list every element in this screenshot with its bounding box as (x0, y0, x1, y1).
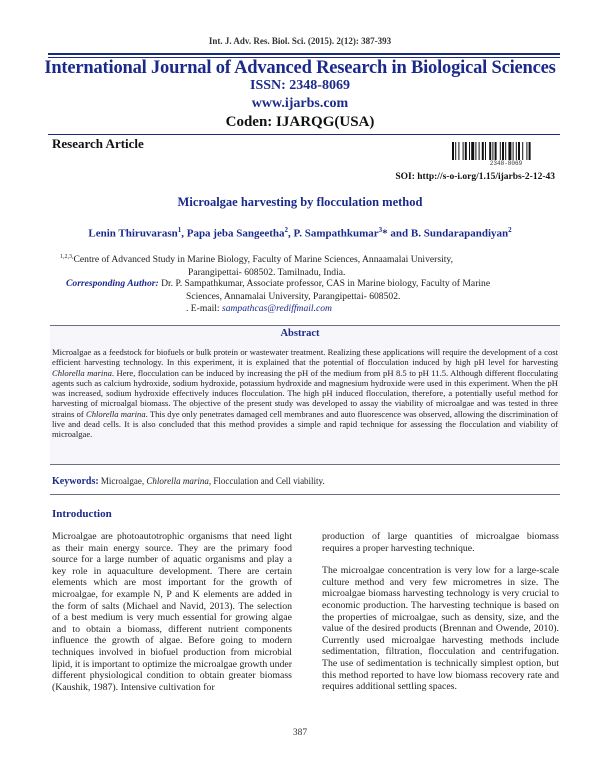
section-heading-introduction: Introduction (52, 508, 112, 520)
abstract-heading: Abstract (280, 328, 320, 339)
affiliation (60, 251, 570, 279)
body-paragraph: production of large quantities of microalgae biomass requires a proper harvesting technique. (322, 531, 559, 554)
barcode-icon (452, 142, 560, 160)
keywords-label: Keywords: (52, 476, 99, 487)
page-number: 387 (292, 728, 308, 738)
abstract-text (52, 347, 558, 440)
email-label: . E-mail: (186, 303, 222, 314)
author-separator: and (387, 227, 411, 240)
keywords-segment: , Flocculation and Cell viability. (208, 476, 325, 486)
author-name: Lenin Thiruvarasn (88, 227, 178, 240)
affiliation-line: Parangipettai- 608502. Tamilnadu, India. (188, 266, 346, 278)
author-name: Papa jeba Sangeetha (186, 227, 285, 240)
body-paragraph: Microalgae are photoautotrophic organisms that need light as their main energy source. They are the primary food source for a large number of aquatic organisms and play a key role in aquaculture development. There are certain elements which are most important for the growth of microalgae, for example N, P and K elements are added in the form of salts (Michael and Navid, 2013). The selection of a best medium is very much essential for growing algae and to obtain a biomass, different nutrient components influence the growth of algae. Before going to modern techniques involved in biofuel production from microbial lipid, it is important to optimize the microalgae growth under different physiological condition to obtain greater biomass (Kaushik, 1987). Intensive cultivation for (52, 531, 292, 693)
keywords-divider (50, 494, 560, 495)
journal-coden: Coden: IJARQG(USA) (225, 114, 375, 130)
author-affiliation-mark: 1 (177, 226, 182, 234)
header-divider (48, 134, 560, 135)
email-line (66, 303, 566, 316)
corresponding-label: Corresponding Author: (66, 278, 159, 289)
article-type: Research Article (52, 136, 144, 151)
body-column-right (322, 531, 559, 704)
author-name: P. Sampathkumar (293, 227, 379, 240)
corresponding-author (66, 278, 566, 316)
corresponding-line: Sciences, Annamalai University, Parangipettai- 608502. (186, 290, 401, 302)
keywords (52, 476, 558, 487)
corresponding-mark: * (382, 227, 388, 240)
affiliation-line: Centre of Advanced Study in Marine Biology, Faculty of Marine Sciences, Annaamalai University, (73, 254, 453, 266)
email-link[interactable]: sampathcas@rediffmail.com (221, 303, 332, 314)
species-name: Chlorella marina (85, 408, 146, 419)
author-list (0, 226, 600, 240)
author-name: B. Sundarapandiyan (410, 227, 509, 240)
running-head: Int. J. Adv. Res. Biol. Sci. (2015). 2(12): 387-393 (208, 36, 392, 46)
body-column-left (52, 531, 292, 704)
author-separator: , (181, 227, 187, 240)
journal-website[interactable]: www.ijarbs.com (251, 96, 349, 111)
keywords-segment: Microalgae, (98, 476, 147, 486)
abstract-segment: Microalgae as a feedstock for biofuels or bulk protein or wastewater treatment. Realizing these applications will require the development of a cost efficient harvesting technology. In this experiment, it is explained that the potential of flocculation induced by high pH level for harvesting (52, 347, 558, 368)
author-affiliation-mark: 2 (508, 226, 512, 234)
author-affiliation-mark: 3 (378, 226, 383, 234)
paper-title: Microalgae harvesting by flocculation method (177, 195, 423, 209)
affiliation-mark: 1,2,3, (60, 254, 74, 260)
journal-issn: ISSN: 2348-8069 (250, 78, 350, 93)
barcode-number: 2348-8069 (489, 160, 523, 167)
abstract-segment: . This dye only penetrates damaged cell membranes and auto fluorescence was observed, allowing the discrimination of live and dead cells. It is also concluded that this method provides a simple and rapid technique for assessing the flocculation and viability of microalgae. (52, 408, 559, 440)
species-name: Chlorella marina (52, 367, 112, 378)
journal-title: International Journal of Advanced Research in Biological Sciences (44, 58, 556, 78)
corresponding-line: Dr. P. Sampathkumar, Associate professor, CAS in Marine biology, Faculty of Marine (161, 278, 491, 289)
species-name: Chlorella marina (146, 476, 209, 486)
abstract-segment: . Here, flocculation can be induced by increasing the pH of the medium from pH 8.5 to pH 11.5. Although different flocculating agents such as calcium hydroxide, sodium hydroxide, potassium hydroxide and magnesium hydroxide were used in this experiment. When the pH was increased, sodium hydroxide effectively induces flocculation. The high pH induced flocculation, therefore, a potentially useful method for harvesting of microalgal biomass. The objective of the present study was developed to assay the viability of microalgae and was tested in three strains of (52, 367, 558, 419)
author-separator: , (288, 227, 294, 240)
author-affiliation-mark: 2 (284, 226, 288, 234)
soi-link[interactable]: SOI: http://s-o-i.org/1.15/ijarbs-2-12-43 (395, 172, 555, 182)
body-paragraph: The microalgae concentration is very low for a large-scale culture method and very few micrometres in size. The microalgae biomass harvesting technology is very crucial to economic production. The harvesting technique is based on the properties of microalgae, such as density, size, and the value of the desired products (Brennan and Owende, 2010). Currently used microalgae harvesting methods include sedimentation, filtration, flocculation and centrifugation. The use of sedimentation is technically simplest option, but this method reported to have low biomass recovery rate and requires additional settling spaces. (322, 565, 559, 693)
